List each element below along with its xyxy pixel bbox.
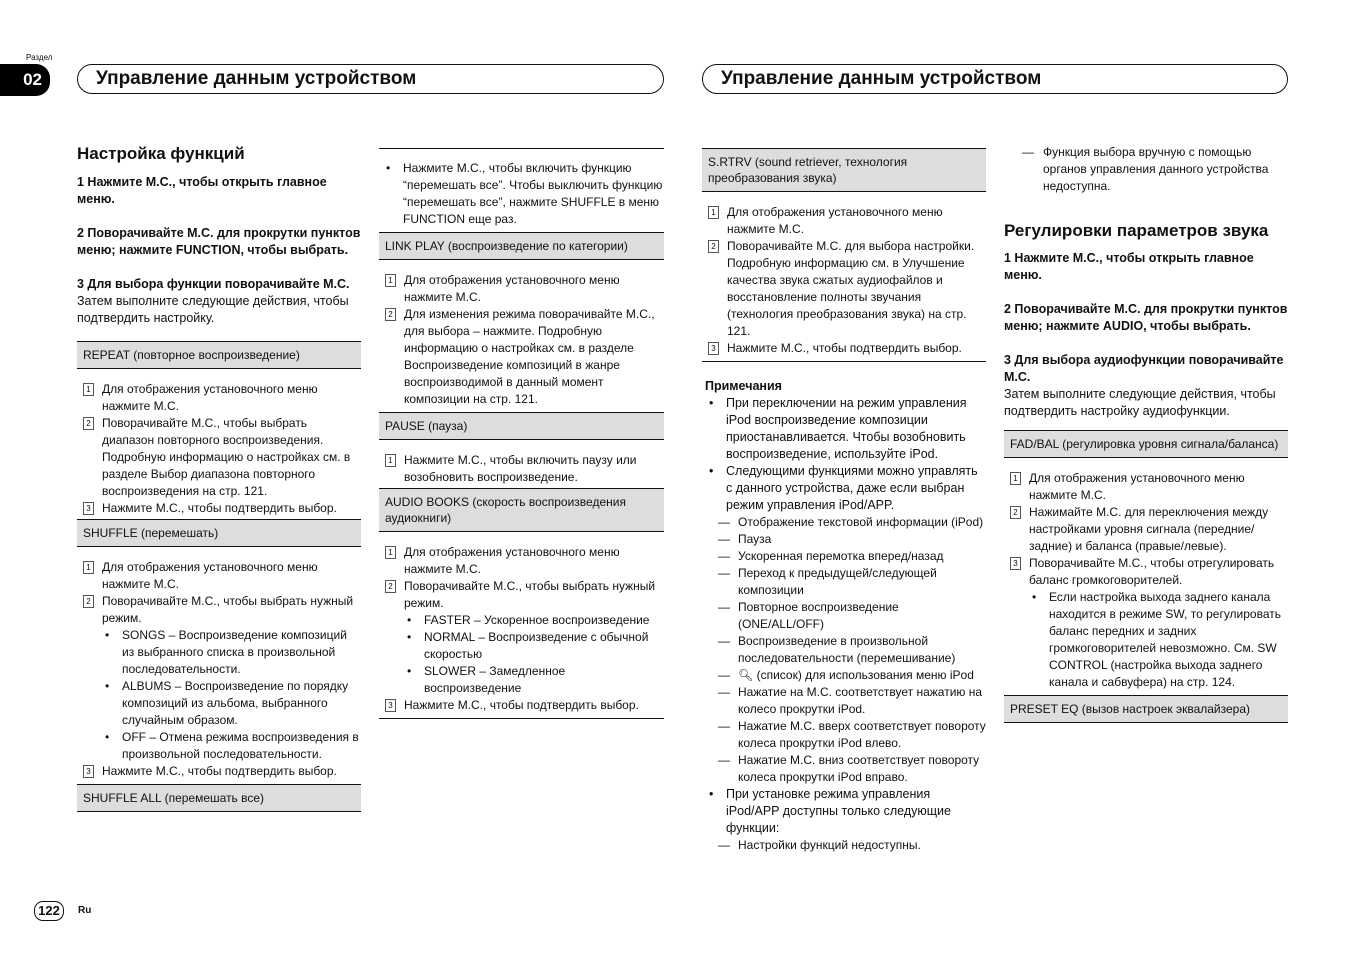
list-item: 1 Для отображения установочного меню нажмите M.C. [379,544,664,578]
step-3-text: Затем выполните следующие действия, чтобы подтвердить настройку аудиофункции. [1004,387,1276,418]
list-item: 1 Для отображения установочного меню нажмите M.C. [702,204,986,238]
list-item: — Отображение текстовой информации (iPod) [718,515,984,529]
list-item: — Пауза [718,532,772,546]
step-1: 1 Нажмите M.C., чтобы открыть главное меню. [77,175,327,206]
list-item: • SLOWER – Замедленное воспроизведение [379,663,664,697]
list-item: • NORMAL – Воспроизведение с обычной скоростью [379,629,664,663]
page-title-right: Управление данным устройством [702,64,1288,94]
list-item: — Ускоренная перемотка вперед/назад [718,549,944,563]
list-item: 3 Нажмите M.C., чтобы подтвердить выбор. [77,500,361,517]
list-item: — Функция выбора вручную с помощью органов управления данного устройства недоступна. [1022,145,1269,193]
fad-bal-bar: FAD/BAL (регулировка уровня сигнала/баланса) [1004,430,1288,458]
list-item: 2 Нажимайте M.C. для переключения между настройками уровня сигнала (передние/задние) и баланса (правые/левые). [1004,504,1288,555]
column-1 [77,144,361,812]
list-item: — Переход к предыдущей/следующей композиции [718,566,937,597]
list-item: 2 Поворачивайте M.C. для выбора настройки. Подробную информацию см. в Улучшение качества звука сжатых аудиофайлов и восстановление полноты звучания (технология преобразования звука) на стр. 121. [702,238,986,340]
repeat-bar: REPEAT (повторное воспроизведение) [77,341,361,369]
list-item: • OFF – Отмена режима воспроизведения в произвольной последовательности. [77,729,361,763]
column-4 [1004,144,1288,723]
list-item: 1 Нажмите M.C., чтобы включить паузу или возобновить воспроизведение. [379,452,664,486]
srtrv-bar: S.RTRV (sound retriever, технология преобразования звука) [702,148,986,192]
list-item: 1 Для отображения установочного меню нажмите M.C. [1004,470,1288,504]
list-item: 2 Поворачивайте M.C., чтобы выбрать диапазон повторного воспроизведения. Подробную информацию о настройках см. в разделе Выбор диапазона повторного воспроизведения на стр. 121. [77,415,361,500]
list-item: 3 Нажмите M.C., чтобы подтвердить выбор. [77,763,361,780]
list-item: • При переключении на режим управления iPod воспроизведение композиции приостанавливается. Чтобы возобновить воспроизведение, используйте iPod. [702,395,986,463]
list-item: 1 Для отображения установочного меню нажмите M.C. [379,272,664,306]
step-3: 3 Для выбора функции поворачивайте M.C. [77,277,350,291]
section-number: 02 [0,64,50,96]
step-2: 2 Поворачивайте M.C. для прокрутки пунктов меню; нажмите FUNCTION, чтобы выбрать. [77,226,361,257]
shuffle-all-bar: SHUFFLE ALL (перемешать все) [77,784,361,812]
list-item: — Нажатие M.C. вниз соответствует повороту колеса прокрутки iPod вправо. [718,753,980,784]
list-item: — Настройки функций недоступны. [718,838,921,852]
pause-bar: PAUSE (пауза) [379,412,664,440]
list-item: — Повторное воспроизведение (ONE/ALL/OFF) [718,600,899,631]
step-3: 3 Для выбора аудиофункции поворачивайте M.C. [1004,353,1284,384]
list-item: 2 Поворачивайте M.C., чтобы выбрать нужный режим. [379,578,664,612]
audio-books-bar: AUDIO BOOKS (скорость воспроизведения аудиокниги) [379,488,664,532]
list-item: • Следующими функциями можно управлять с данного устройства, даже если выбран режим управления iPod/APP. [702,463,986,514]
shuffle-bar: SHUFFLE (перемешать) [77,519,361,547]
list-item: 2 Для изменения режима поворачивайте M.C., для выбора – нажмите. Подробную информацию о настройках см. в разделе Воспроизведение композиций в жанре воспроизводимой в данный момент композиции на стр. 121. [379,306,664,408]
section-label: Раздел [26,53,53,62]
section-heading: Регулировки параметров звука [1004,221,1269,240]
section-heading: Настройка функций [77,144,245,163]
list-item: • При установке режима управления iPod/APP доступны только следующие функции: [702,786,986,837]
list-item: — Воспроизведение в произвольной последовательности (перемешивание) [718,634,956,665]
list-item: • SONGS – Воспроизведение композиций из выбранного списка в произвольной последовательности. [77,627,361,678]
list-item: • FASTER – Ускоренное воспроизведение [379,612,664,629]
list-item: • Нажмите M.C., чтобы включить функцию “перемешать все”. Чтобы выключить функцию “перемешать все”, нажмите SHUFFLE в меню FUNCTION еще раз. [379,160,664,228]
link-play-bar: LINK PLAY (воспроизведение по категории) [379,232,664,260]
search-icon: 🔍︎ [738,668,757,682]
notes-title: Примечания [705,379,782,393]
list-item: 2 Поворачивайте M.C., чтобы выбрать нужный режим. [77,593,361,627]
list-item: 1 Для отображения установочного меню нажмите M.C. [77,381,361,415]
list-item: — Нажатие M.C. вверх соответствует повороту колеса прокрутки iPod влево. [718,719,986,750]
list-item: • ALBUMS – Воспроизведение по порядку композиций из альбома, выбранного случайным образом. [77,678,361,729]
step-1: 1 Нажмите M.C., чтобы открыть главное меню. [1004,251,1254,282]
column-2 [379,148,664,719]
list-item: — Нажатие на M.C. соответствует нажатию на колесо прокрутки iPod. [718,685,983,716]
preset-eq-bar: PRESET EQ (вызов настроек эквалайзера) [1004,695,1288,723]
list-item: 3 Нажмите M.C., чтобы подтвердить выбор. [702,340,986,357]
page-number: 122 [34,901,64,921]
page-title-left: Управление данным устройством [77,64,664,94]
language-code: Ru [78,905,92,916]
step-2: 2 Поворачивайте M.C. для прокрутки пунктов меню; нажмите AUDIO, чтобы выбрать. [1004,302,1288,333]
column-3 [702,148,986,854]
list-item: • Если настройка выхода заднего канала находится в режиме SW, то регулировать баланс передних и задних громкоговорителей невозможно. См. SW CONTROL (настройка выхода заднего канала и сабвуфера) на стр. 124. [1004,589,1288,691]
step-3-text: Затем выполните следующие действия, чтобы подтвердить настройку. [77,294,349,325]
list-item: 3 Поворачивайте M.C., чтобы отрегулировать баланс громкоговорителей. [1004,555,1288,589]
list-item: 1 Для отображения установочного меню нажмите M.C. [77,559,361,593]
list-item: 3 Нажмите M.C., чтобы подтвердить выбор. [379,697,664,714]
list-item: — 🔍︎ (список) для использования меню iPod [718,668,974,682]
